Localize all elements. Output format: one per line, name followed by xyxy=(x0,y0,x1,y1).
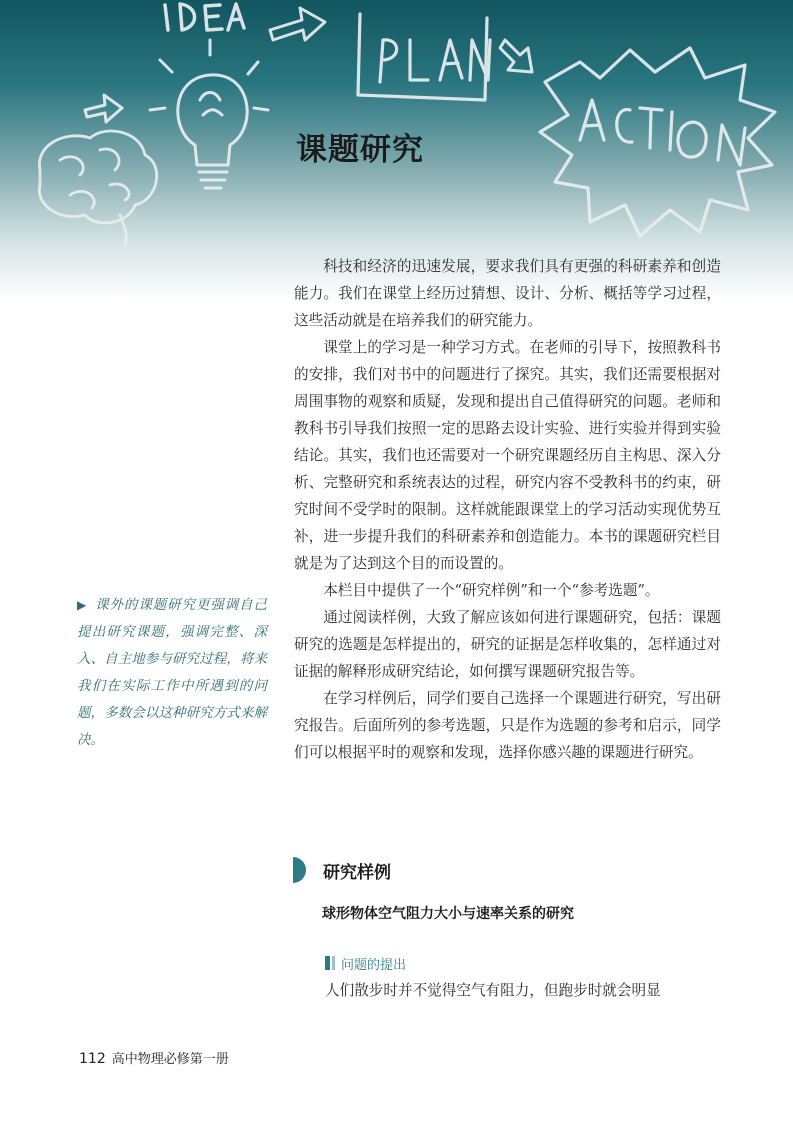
body-paragraph: 本栏目中提供了一个“研究样例”和一个“参考选题”。 xyxy=(323,582,660,599)
margin-note-text: 课外的课题研究更强调自己提出研究课题，强调完整、深入、自主地参与研究过程，将来我们在实际工作中所遇到的问题，多数会以这种研究方式来解决。 xyxy=(77,597,268,748)
body-paragraph: 在学习样例后，同学们要自己选择一个课题进行研究，写出研究报告。后面所列的参考选题，只是作为选题的参考和启示，同学们可以根据平时的观察和发现，选择你感兴趣的课题进行研究。 xyxy=(294,690,721,761)
body-paragraph: 课堂上的学习是一种学习方式。在老师的引导下，按照教科书的安排，我们对书中的问题进行了探究。其实，我们还需要根据对周围事物的观察和质疑，发现和提出自己值得研究的问题。老师和教科书引导我们按照一定的思路去设计实验、进行实验并得到实验结论。其实，我们也还需要对一个研究课题经历自主构思、深入分析、完整研究和系统表达的过程，研究内容不受教科书的约束，研究时间不受学时的限制。这样就能跟课堂上的学习活动实现优势互补，进一步提升我们的科研素养和创造能力。本书的课题研究栏目就是为了达到这个目的而设置的。 xyxy=(294,339,721,572)
plan-box-icon xyxy=(358,14,490,100)
body-paragraph: 科技和经济的迅速发展，要求我们具有更强的科研素养和创造能力。我们在课堂上经历过猜想、设计、分析、概括等学习过程，这些活动就是在培养我们的研究能力。 xyxy=(294,258,721,329)
body-paragraph: 通过阅读样例，大致了解应该如何进行课题研究，包括：课题研究的选题是怎样提出的，研究的证据是怎样收集的，怎样通过对证据的解释形成研究结论，如何撰写课题研究报告等。 xyxy=(294,609,721,680)
margin-note xyxy=(77,592,267,754)
body-paragraph-continued: 人们散步时并不觉得空气有阻力，但跑步时就会明显 xyxy=(325,982,661,999)
bar-marker-light-icon xyxy=(332,956,335,970)
arrow-icon xyxy=(85,8,532,122)
intro-body xyxy=(294,253,721,766)
triangle-bullet-icon: ▶ xyxy=(77,598,88,612)
action-burst-icon xyxy=(540,48,775,236)
bar-marker-icon xyxy=(325,956,330,970)
half-circle-marker-icon xyxy=(293,857,306,883)
section-heading-label: 研究样例 xyxy=(323,863,391,883)
page-footer xyxy=(79,1048,229,1067)
idea-text-icon xyxy=(165,4,244,30)
page-number: 112 xyxy=(79,1051,106,1067)
brain-icon xyxy=(39,131,156,245)
lightbulb-icon xyxy=(150,40,268,188)
sample-title: 球形物体空气阻力大小与速率关系的研究 xyxy=(322,906,574,922)
book-title: 高中物理必修第一册 xyxy=(111,1052,229,1067)
subsection-heading-label: 问题的提出 xyxy=(341,958,407,973)
page-title: 课题研究 xyxy=(296,132,424,168)
